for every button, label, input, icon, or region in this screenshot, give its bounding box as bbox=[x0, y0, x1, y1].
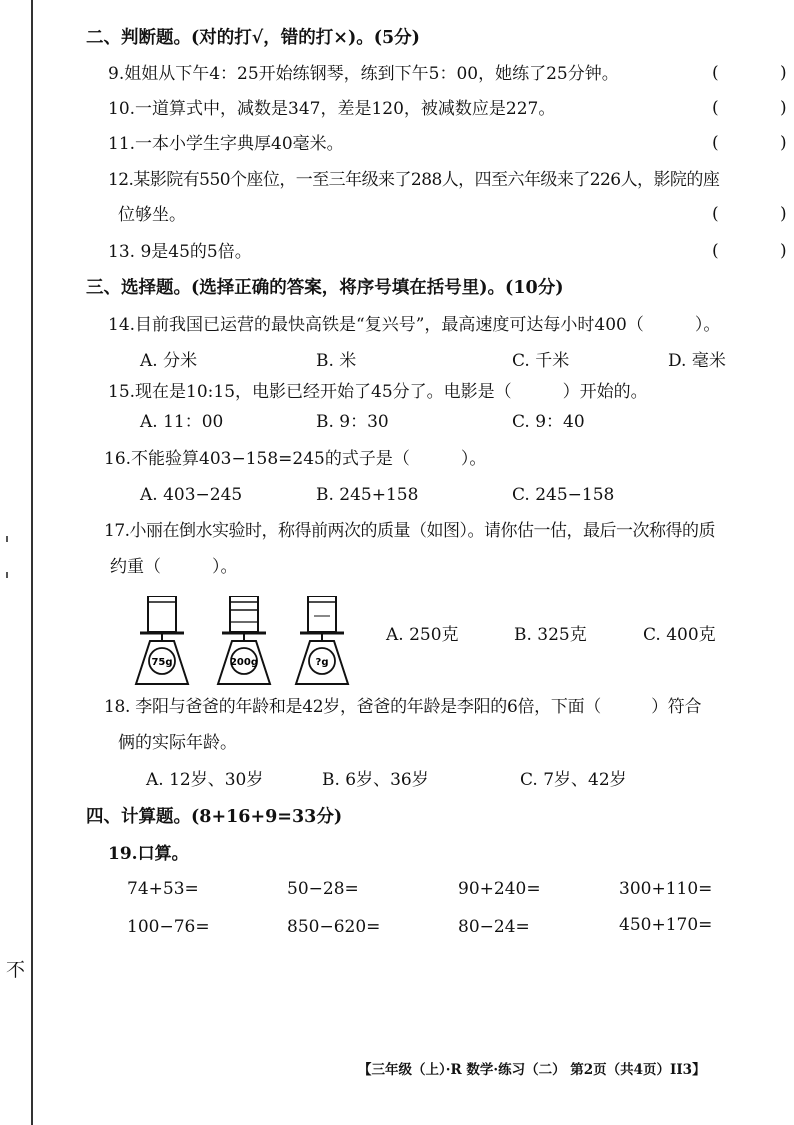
q16-option-b[interactable]: B. 245+158 bbox=[316, 485, 419, 505]
q15-option-a[interactable]: A. 11：00 bbox=[140, 412, 224, 432]
question-16: 16.不能验算403−158=245的式子是（ ）。 bbox=[104, 449, 487, 469]
question-13: 13. 9是45的5倍。 bbox=[108, 242, 252, 262]
calc-8: 450+170= bbox=[619, 915, 713, 935]
question-12-line2: 位够坐。 bbox=[118, 205, 186, 225]
margin-char: 不 bbox=[6, 959, 26, 981]
q15-option-b[interactable]: B. 9：30 bbox=[316, 412, 389, 432]
q17-option-b[interactable]: B. 325克 bbox=[514, 625, 587, 645]
page-footer: 【三年级（上）·R 数学·练习（二） 第2页（共4页）II3】 bbox=[358, 1062, 706, 1078]
calc-6: 850−620= bbox=[287, 917, 381, 937]
punch-mark bbox=[6, 572, 8, 578]
calc-7: 80−24= bbox=[458, 917, 530, 937]
section2-title: 二、判断题。(对的打√，错的打×)。(5分) bbox=[86, 28, 420, 48]
answer-paren-open-11[interactable]: ( bbox=[712, 133, 719, 153]
answer-paren-close-13: ) bbox=[780, 241, 787, 261]
answer-paren-open-12[interactable]: ( bbox=[712, 204, 719, 224]
q14-option-b[interactable]: B. 米 bbox=[316, 351, 357, 371]
question-11: 11.一本小学生字典厚40毫米。 bbox=[108, 134, 344, 154]
binding-line bbox=[31, 0, 33, 1125]
calc-2: 50−28= bbox=[287, 879, 359, 899]
answer-paren-open-10[interactable]: ( bbox=[712, 98, 719, 118]
question-17-line2: 约重（ ）。 bbox=[110, 557, 238, 577]
answer-paren-close-9: ) bbox=[780, 63, 787, 83]
section4-title: 四、计算题。(8+16+9=33分) bbox=[86, 807, 343, 827]
answer-paren-open-13[interactable]: ( bbox=[712, 241, 719, 261]
question-17-line1: 17.小丽在倒水实验时，称得前两次的质量（如图）。请你估一估，最后一次称得的质 bbox=[104, 521, 716, 541]
q16-option-c[interactable]: C. 245−158 bbox=[512, 485, 615, 505]
scale-3 bbox=[296, 596, 348, 684]
scale-2 bbox=[218, 596, 270, 684]
scale-2-label: 200g bbox=[229, 657, 259, 668]
calc-1: 74+53= bbox=[127, 879, 199, 899]
q17-option-c[interactable]: C. 400克 bbox=[643, 625, 716, 645]
answer-paren-close-10: ) bbox=[780, 98, 787, 118]
scale-1-label: 75g bbox=[151, 657, 173, 668]
q18-option-c[interactable]: C. 7岁、42岁 bbox=[520, 770, 627, 790]
question-19: 19.口算。 bbox=[108, 844, 189, 864]
calc-5: 100−76= bbox=[127, 917, 210, 937]
question-10: 10.一道算式中，减数是347，差是120，被减数应是227。 bbox=[108, 99, 556, 119]
scale-3-label: ?g bbox=[315, 657, 329, 668]
answer-paren-close-11: ) bbox=[780, 133, 787, 153]
calc-4: 300+110= bbox=[619, 879, 713, 899]
question-12-line1: 12.某影院有550个座位，一至三年级来了288人，四至六年级来了226人，影院的座 bbox=[108, 170, 720, 190]
question-18-line1: 18. 李阳与爸爸的年龄和是42岁，爸爸的年龄是李阳的6倍，下面（ ）符合 bbox=[104, 697, 702, 717]
answer-paren-open-9[interactable]: ( bbox=[712, 63, 719, 83]
scale-1 bbox=[136, 596, 188, 684]
calc-3: 90+240= bbox=[458, 879, 541, 899]
q14-option-c[interactable]: C. 千米 bbox=[512, 351, 570, 371]
section3-title: 三、选择题。(选择正确的答案，将序号填在括号里)。(10分) bbox=[86, 278, 564, 298]
answer-paren-close-12: ) bbox=[780, 204, 787, 224]
scales-figure bbox=[130, 596, 370, 686]
question-18-line2: 俩的实际年龄。 bbox=[118, 733, 237, 753]
question-14: 14.目前我国已运营的最快高铁是“复兴号”，最高速度可达每小时400（ ）。 bbox=[108, 315, 721, 335]
q14-option-d[interactable]: D. 毫米 bbox=[668, 351, 726, 371]
q18-option-a[interactable]: A. 12岁、30岁 bbox=[146, 770, 264, 790]
q18-option-b[interactable]: B. 6岁、36岁 bbox=[322, 770, 429, 790]
q17-option-a[interactable]: A. 250克 bbox=[386, 625, 459, 645]
q14-option-a[interactable]: A. 分米 bbox=[140, 351, 198, 371]
q16-option-a[interactable]: A. 403−245 bbox=[140, 485, 243, 505]
q15-option-c[interactable]: C. 9：40 bbox=[512, 412, 585, 432]
question-9: 9.姐姐从下午4：25开始练钢琴，练到下午5：00，她练了25分钟。 bbox=[108, 64, 619, 84]
question-15: 15.现在是10:15，电影已经开始了45分了。电影是（ ）开始的。 bbox=[108, 382, 648, 402]
punch-mark bbox=[6, 536, 8, 542]
